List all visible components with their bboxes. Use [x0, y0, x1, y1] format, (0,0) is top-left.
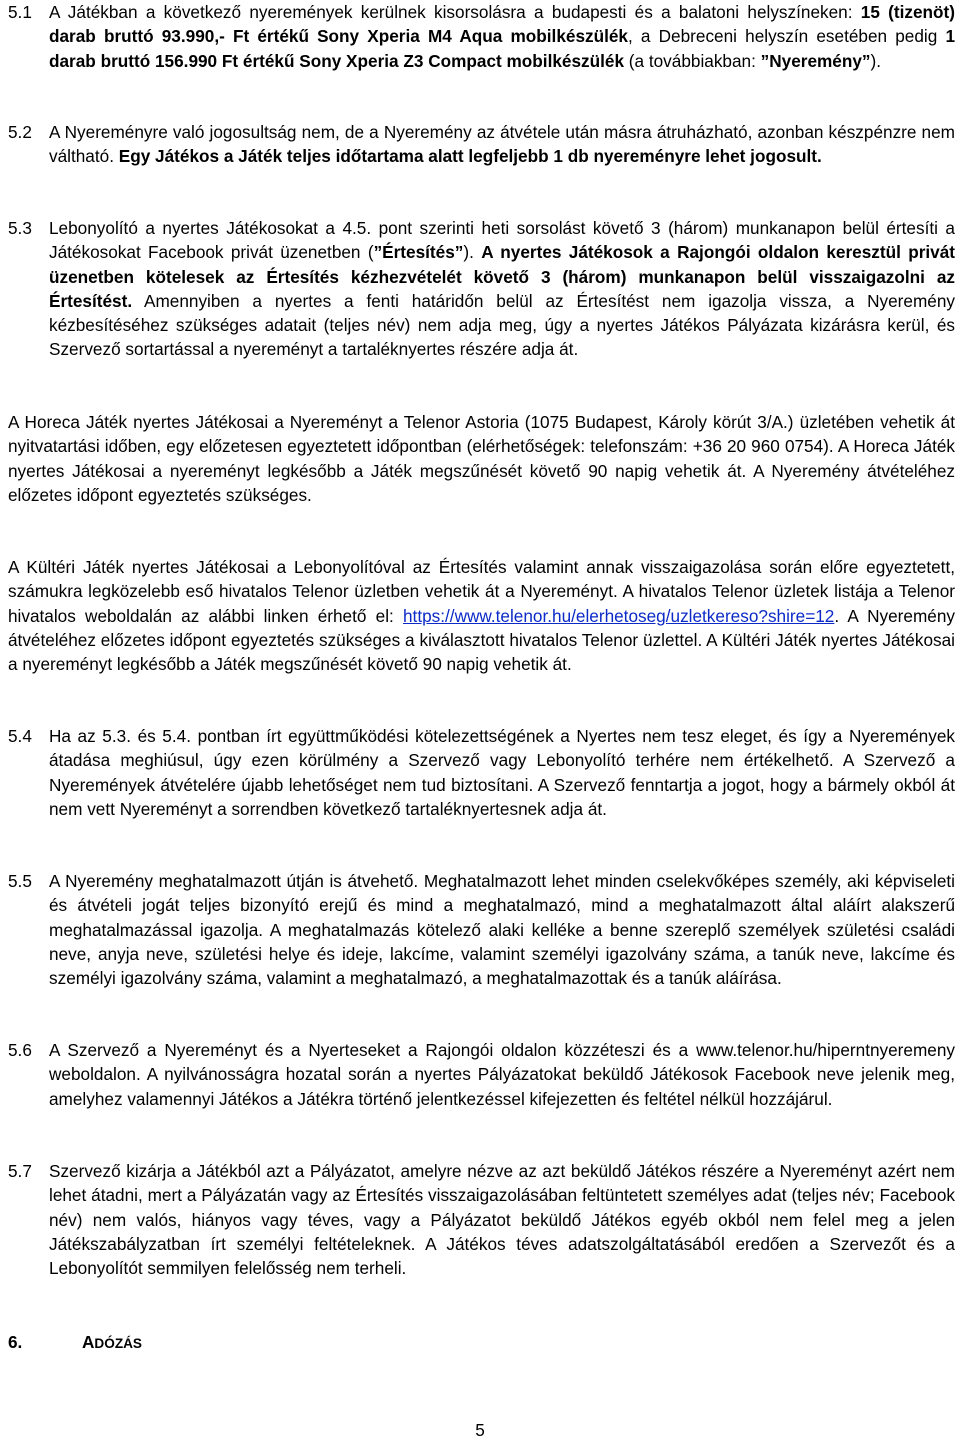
section-6-heading [8, 1330, 142, 1354]
section-body: Ha az 5.3. és 5.4. pontban írt együttműködési kötelezettségének a Nyertes nem tesz eleget, és így a Nyeremények átadása meghiúsul, úgy ezen körülmény a Szervező vagy Lebonyolító terhére nem értékelhető. A Szervező a Nyeremények átvételére újabb lehetőséget nem tud biztosítani. A Szervező fenntartja a jogot, hogy a bármely okból át nem vett Nyereményt a sorrendben következő tartaléknyertesnek adja át. [49, 726, 955, 819]
section-number: 5.5 [8, 871, 32, 891]
section-body: A Szervező a Nyereményt és a Nyerteseket a Rajongói oldalon közzéteszi és a www.telenor.hu/hiperntnyeremeny weboldalon. A nyilvánosságra hozatal során a nyertes Pályázatokat beküldő Játékosok Facebook neve jelenik meg, amelyhez valamennyi Játékos a Játékra történő jelentkezéssel kifejezetten és feltétel nélkül hozzájárul. [49, 1040, 955, 1109]
section-5-5 [8, 869, 955, 990]
section-body: Lebonyolító a nyertes Játékosokat a 4.5. pont szerinti heti sorsolást követő 3 (három) munkanapon belül értesíti a Játékosokat Facebook privát üzenetben (”Értesítés”). A nyertes Játékosok a Rajongói oldalon keresztül privát üzenetben kötelesek az Értesítés kézhezvételét követő 3 (három) munkanapon belül visszaigazolni az Értesítést. Amennyiben a nyertes a fenti határidőn belül az Értesítést nem igazolja vissza, a Nyeremény kézbesítéséhez szükséges adatait (teljes név) nem adja meg, úgy a nyertes Játékos Pályázata kizárásra kerül, és Szervező sortartással a nyereményt a tartaléknyertes részére adja át. [49, 218, 955, 360]
heading-title: ADÓZÁS [82, 1332, 142, 1352]
section-number: 5.1 [8, 2, 32, 22]
section-5-4 [8, 724, 955, 821]
horeca-paragraph: A Horeca Játék nyertes Játékosai a Nyereményt a Telenor Astoria (1075 Budapest, Károly körút 3/A.) üzletében vehetik át nyitvatartási időben, egy előzetesen egyeztetett időpontban (elérhetőségek: telefonszám: +36 20 960 0754). A Horeca Játék nyertes Játékosai a nyereményt legkésőbb a Játék megszűnését követő 90 napig vehetik át. A Nyeremény átvételéhez előzetes időpont egyeztetés szükséges. [8, 412, 955, 505]
section-body: A Nyereményre való jogosultság nem, de a Nyeremény az átvétele után másra átruházható, azonban készpénzre nem váltható. Egy Játékos a Játék teljes időtartama alatt legfeljebb 1 db nyereményre lehet jogosult. [49, 122, 955, 167]
section-5-2 [8, 120, 955, 169]
section-body: A Nyeremény meghatalmazott útján is átvehető. Meghatalmazott lehet minden cselekvőképes személy, aki képviseleti és átvételi jogát teljes bizonyító erejű és mind a meghatalmazó, mind a meghatalmazott által aláírt alakszerű meghatalmazással igazolja. A meghatalmazás kötelező alaki kelléke a benne szereplő személyek születési családi neve, anyja neve, születési helye és ideje, lakcíme, valamint személyi igazolvány száma, a tanúk neve, lakcíme és személyi igazolvány száma, valamint a meghatalmazó, a meghatalmazottak és a tanúk aláírása. [49, 871, 955, 989]
section-5-7 [8, 1159, 955, 1280]
telenor-store-locator-link[interactable]: https://www.telenor.hu/elerhetoseg/uzletkereso?shire=12 [402, 605, 835, 626]
section-body: Szervező kizárja a Játékból azt a Pályázatot, amelyre nézve az azt beküldő Játékos részére a Nyereményt azért nem lehet átadni, mert a Pályázatán vagy az Értesítés visszaigazolásában feltüntetett személyes adat (teljes név; Facebook név) nem valós, hiányos vagy téves, vagy a Pályázatot beküldő Játékos egyéb okból nem felel meg a jelen Játékszabályzatban írt személyi feltételeknek. A Játékos téves adatszolgáltatásából eredően a Szervezőt és a Lebonyolítót semmilyen felelősség nem terheli. [49, 1161, 955, 1279]
section-body: A Játékban a következő nyeremények kerülnek kisorsolásra a budapesti és a balatoni helyszíneken: 15 (tizenöt) darab bruttó 93.990,- Ft értékű Sony Xperia M4 Aqua mobilkészülék, a Debreceni helyszín esetében pedig 1 darab bruttó 156.990 Ft értékű Sony Xperia Z3 Compact mobilkészülék (a továbbiakban: ”Nyeremény”). [49, 2, 956, 71]
section-5-3 [8, 216, 955, 362]
section-5-1 [8, 0, 955, 73]
section-number: 5.3 [8, 218, 32, 238]
section-number: 5.7 [8, 1161, 32, 1181]
section-number: 5.4 [8, 726, 32, 746]
page-number: 5 [475, 1420, 485, 1440]
heading-number: 6. [8, 1332, 23, 1352]
section-number: 5.6 [8, 1040, 32, 1060]
section-number: 5.2 [8, 122, 32, 142]
section-5-6 [8, 1038, 955, 1111]
kulteri-paragraph: A Kültéri Játék nyertes Játékosai a Lebonyolítóval az Értesítés valamint annak visszaigazolása során előre egyeztetett, számukra legközelebb eső hivatalos Telenor üzletben vehetik át a Nyereményt. A hivatalos Telenor üzletek listája a Telenor hivatalos weboldalán az alábbi linken érhető el: https://www.telenor.hu/elerhetoseg/uzletkereso?shire=12. A Nyeremény átvételéhez előzetes időpont egyeztetés szükséges a kiválasztott hivatalos Telenor üzlettel. A Kültéri Játék nyertes Játékosai a nyereményt legkésőbb a Játék megszűnését követő 90 napig vehetik át. [8, 557, 955, 675]
